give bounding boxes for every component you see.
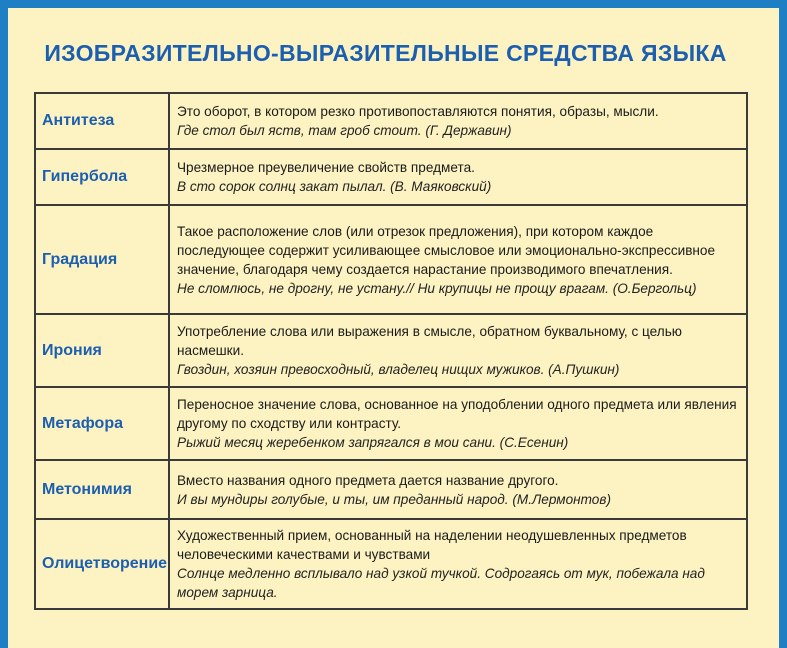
definition-text: Художественный прием, основанный на наделении неодушевленных предметов человеческими качествами и чувствами (177, 528, 687, 562)
description-cell (169, 519, 747, 609)
definition-text: Употребление слова или выражения в смысле, обратном буквальному, с целью насмешки. (177, 324, 682, 358)
term-cell: Ирония (35, 314, 169, 387)
term-cell: Метафора (35, 387, 169, 460)
definition-text: Такое расположение слов (или отрезок предложения), при котором каждое последующее содержит усиливающее смысловое или эмоционально-экспрессивное значение, благодаря чему создается нарастание производимого впечатления. (177, 223, 716, 277)
description-cell (169, 387, 747, 460)
description-cell (169, 205, 747, 314)
term-cell: Метонимия (35, 460, 169, 519)
table-row (35, 460, 747, 519)
terms-table (34, 92, 748, 610)
example-text: В сто сорок солнц закат пылал. (В. Маяковский) (177, 179, 492, 194)
definition-text: Чрезмерное преувеличение свойств предмета. (177, 160, 475, 175)
table-row (35, 93, 747, 149)
page-title: ИЗОБРАЗИТЕЛЬНО-ВЫРАЗИТЕЛЬНЫЕ СРЕДСТВА ЯЗЫКА (44, 40, 727, 66)
table-row (35, 149, 747, 205)
description-cell (169, 314, 747, 387)
description-cell (169, 149, 747, 205)
example-text: Гвоздин, хозяин превосходный, владелец нищих мужиков. (А.Пушкин) (177, 362, 620, 377)
term-cell: Олицетворение (35, 519, 169, 609)
definition-text: Вместо названия одного предмета дается название другого. (177, 472, 559, 488)
term-cell: Гипербола (35, 149, 169, 205)
example-text: Не сломлюсь, не дрогну, не устану.// Ни крупицы не прощу врагам. (О.Бергольц) (177, 280, 697, 296)
table-row (35, 387, 747, 460)
example-text: Рыжий месяц жеребенком запрягался в мои сани. (С.Есенин) (177, 435, 569, 450)
table-row (35, 205, 747, 314)
term-cell: Антитеза (35, 93, 169, 149)
example-text: Солнце медленно всплывало над узкой тучкой. Содрогаясь от мук, побежала над морем зарница. (177, 566, 705, 600)
definition-text: Переносное значение слова, основанное на уподоблении одного предмета или явления другому по сходству или контрасту. (177, 397, 737, 431)
description-cell (169, 93, 747, 149)
example-text: И вы мундиры голубые, и ты, им преданный народ. (М.Лермонтов) (177, 491, 611, 507)
example-text: Где стол был яств, там гроб стоит. (Г. Державин) (177, 123, 512, 138)
table-row (35, 519, 747, 609)
definition-text: Это оборот, в котором резко противопоставляются понятия, образы, мысли. (177, 104, 659, 119)
description-cell (169, 460, 747, 519)
table-row (35, 314, 747, 387)
term-cell: Градация (35, 205, 169, 314)
